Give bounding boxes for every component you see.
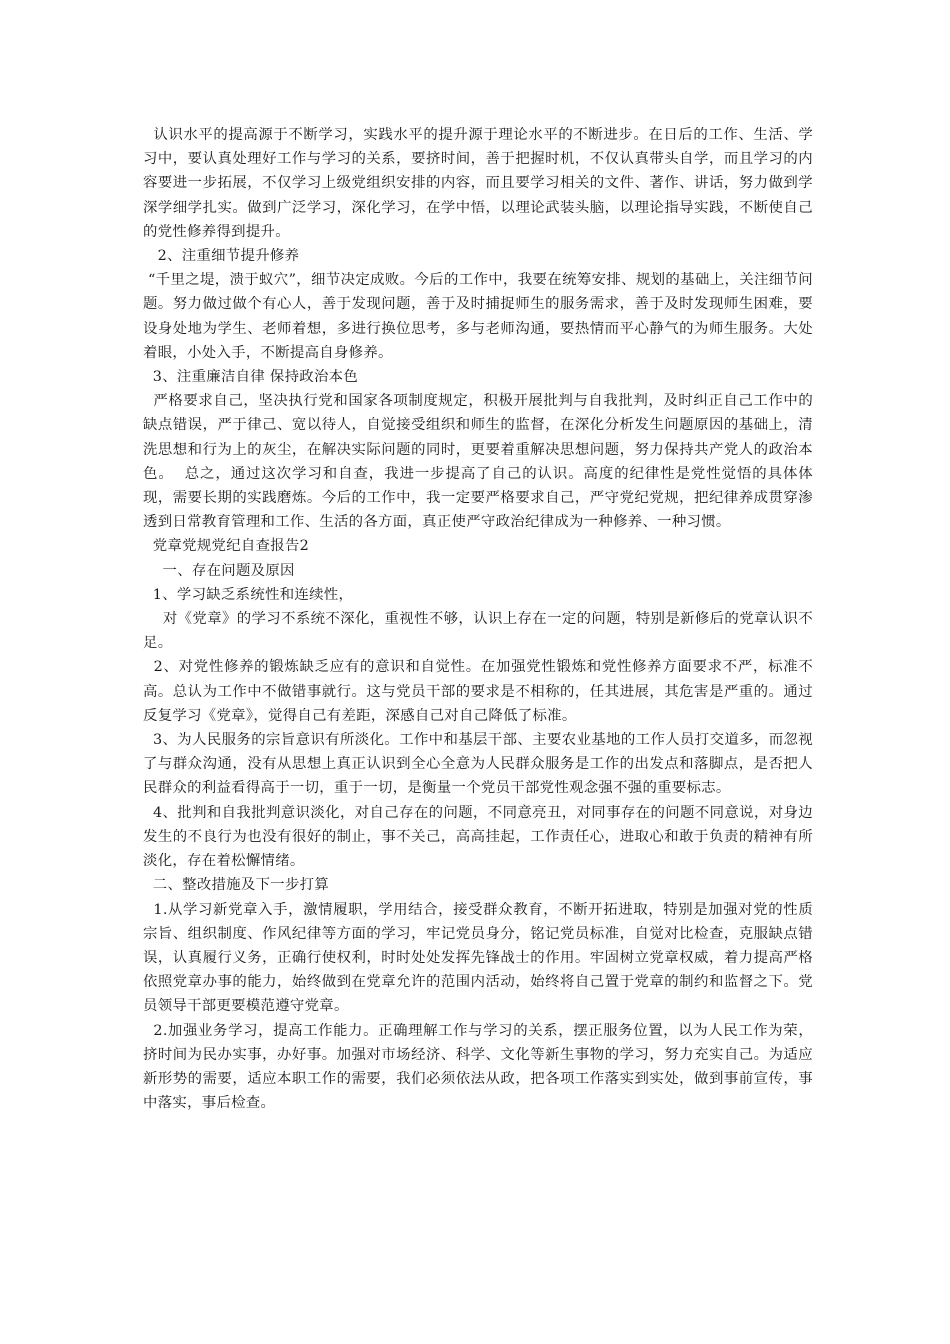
heading-focus-details: 2、注重细节提升修养 — [143, 248, 300, 265]
heading-integrity: 3、注重廉洁自律 保持政治本色 — [143, 369, 359, 386]
paragraph-details: “千里之堤，溃于蚁穴”，细节决定成败。今后的工作中，我要在统筹安排、规划的基础上，关注细节问题。努力做过做个有心人，善于发现问题，善于及时捕捉师生的服务需求，善于及时发现师生困难，要设身处地为学生、老师着想，多进行换位思考，多与老师沟通，要热情而平心静气的为师生服务。大处着眼，小处入手，不断提高自身修养。 — [143, 272, 813, 361]
heading-problem-1: 1、学习缺乏系统性和连续性， — [143, 586, 354, 603]
paragraph-problem-1: 对《党章》的学习不系统不深化，重视性不够，认识上存在一定的问题，特别是新修后的党章认识不足。 — [143, 611, 814, 652]
paragraph-measure-1: 1.从学习新党章入手，激情履职，学用结合，接受群众教育，不断开拓进取，特别是加强对党的性质宗旨、组织制度、作风纪律等方面的学习，牢记党员身分，铭记党员标准，自觉对比检查，克服缺点错误，认真履行义务，正确行使权利，时时处处发挥先锋战士的作用。牢固树立党章权威，着力提高严格依照党章办事的能力，始终做到在党章允许的范围内活动，始终将自己置于党章的制约和监督之下。党员领导干部更要模范遵守党章。 — [143, 901, 814, 1015]
paragraph-measure-2: 2.加强业务学习，提高工作能力。正确理解工作与学习的关系，摆正服务位置，以为人民工作为荣，挤时间为民办实事，办好事。加强对市场经济、科学、文化等新生事物的学习，努力充实自己。为适应新形势的需要，适应本职工作的需要，我们必须依法从政，把各项工作落实到实处，做到事前宣传，事中落实，事后检查。 — [143, 1022, 814, 1112]
paragraph-study-improvement: 认识水平的提高源于不断学习，实践水平的提升源于理论水平的不断进步。在日后的工作、生活、学习中，要认真处理好工作与学习的关系，要挤时间，善于把握时机，不仅认真带头自学，而且学习的内容要进一步拓展，不仅学习上级党组织安排的内容，而且要学习相关的文件、著作、讲话，努力做到学深学细学扎实。做到广泛学习，深化学习，在学中悟，以理论武装头脑，以理论指导实践，不断使自己的党性修养得到提升。 — [143, 127, 814, 240]
heading-measures: 二、整改措施及下一步打算 — [143, 877, 330, 894]
report-title-2: 党章党规党纪自查报告2 — [143, 538, 310, 555]
paragraph-integrity: 严格要求自己，坚决执行党和国家各项制度规定，积极开展批判与自我批判，及时纠正自己工作中的缺点错误，严于律己、宽以待人，自觉接受组织和师生的监督，在深化分析发生问题原因的基础上，清洗思想和行为上的灰尘，在解决实际问题的同时，更要着重解决思想问题，努力保持共产党人的政治本色。 总之，通过这次学习和自查，我进一步提高了自己的认识。高度的纪律性是党性觉悟的具体体现，需要长期的实践磨炼。今后的工作中，我一定要严格要求自己，严守党纪党规，把纪律养成贯穿渗透到日常教育管理和工作、生活的各方面，真正使严守政治纪律成为一种修养、一种习惯。 — [143, 393, 814, 531]
heading-problems: 一、存在问题及原因 — [143, 562, 295, 579]
paragraph-problem-3: 3、为人民服务的宗旨意识有所淡化。工作中和基层干部、主要农业基地的工作人员打交道多，而忽视了与群众沟通，没有从思想上真正认识到全心全意为人民群众服务是工作的出发点和落脚点，是否把人民群众的利益看得高于一切，重于一切，是衡量一个党员干部党性观念强不强的重要标志。 — [143, 732, 813, 797]
paragraph-problem-2: 2、对党性修养的锻炼缺乏应有的意识和自觉性。在加强党性锻炼和党性修养方面要求不严，标准不高。总认为工作中不做错事就行。这与党员干部的要求是不相称的，任其进展，其危害是严重的。通过反复学习《党章》，觉得自己有差距，深感自己对自己降低了标准。 — [143, 659, 814, 724]
paragraph-problem-4: 4、批判和自我批判意识淡化，对自己存在的问题，不同意亮丑，对同事存在的问题不同意说，对身边发生的不良行为也没有很好的制止，事不关己，高高挂起，工作责任心，进取心和敢于负责的精神有所淡化，存在着松懈情绪。 — [143, 804, 813, 870]
document-page — [143, 123, 813, 1115]
